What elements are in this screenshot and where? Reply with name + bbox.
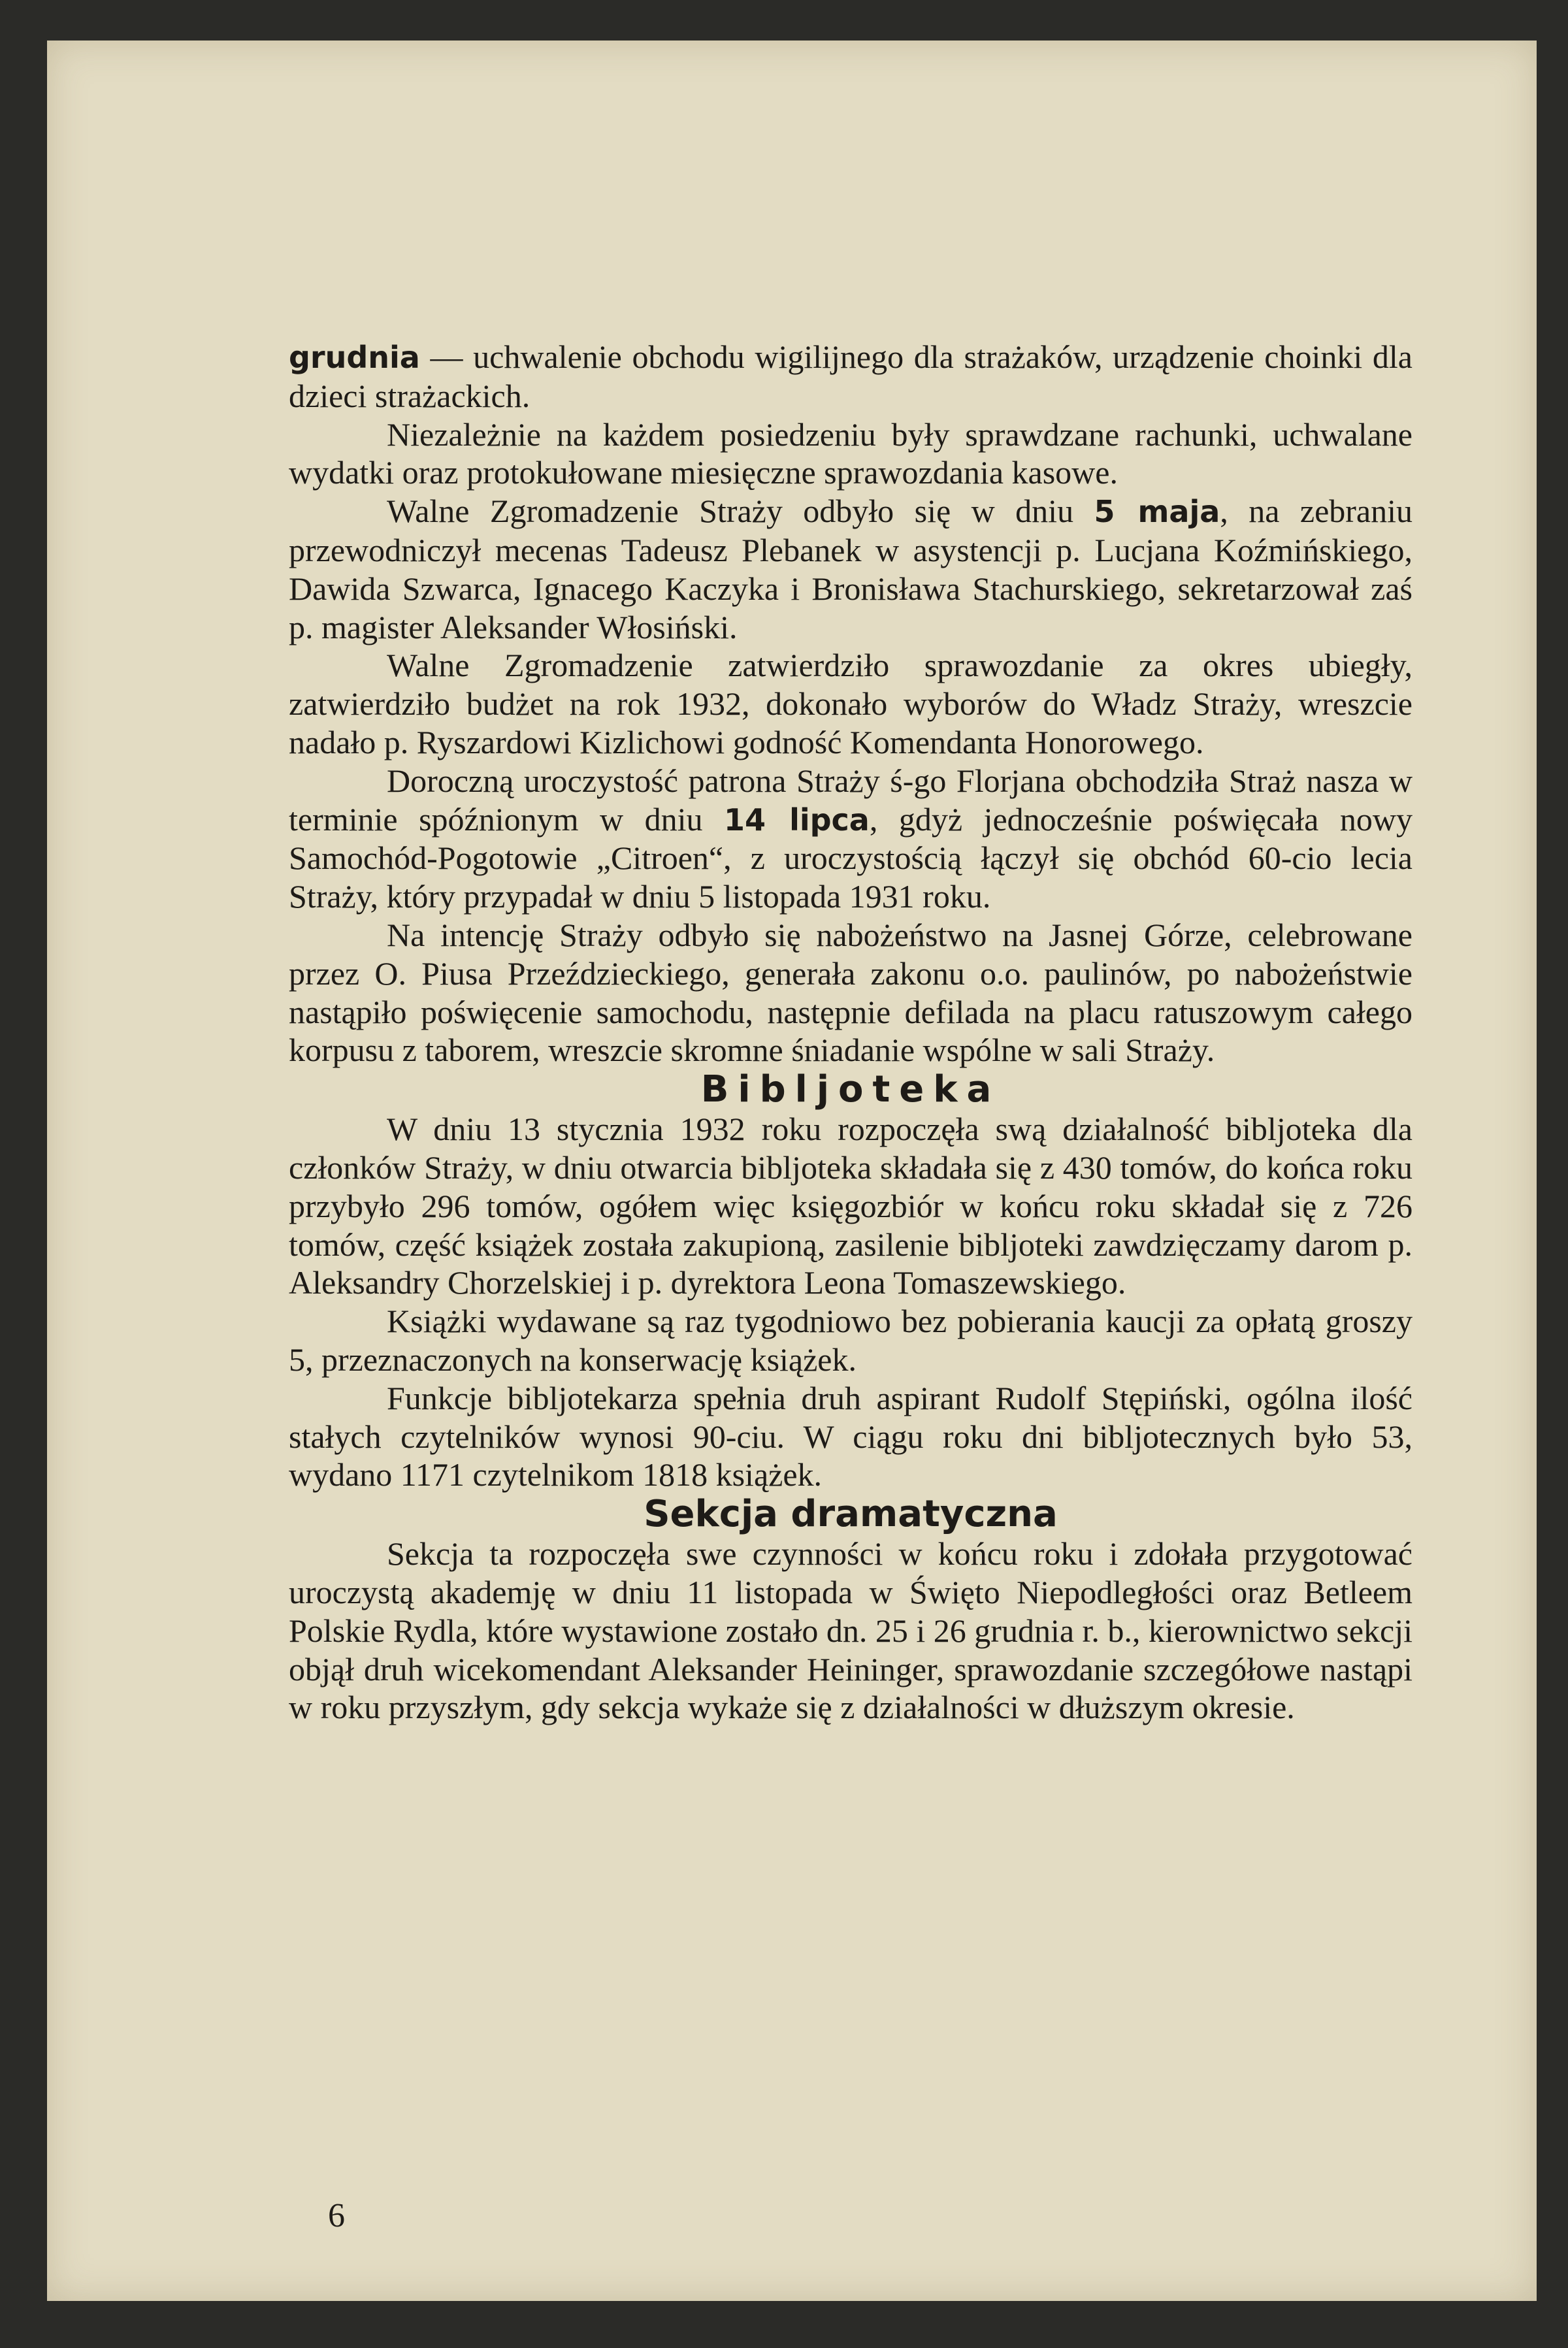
paragraph-rachunki: Niezależnie na każdem posiedzeniu były sprawdzane rachunki, uchwalane wydatki oraz protokułowane miesięczne sprawozdania kasowe. (289, 416, 1413, 491)
paragraph-walne-zgromadzenie (289, 492, 1413, 646)
bold-lead: grudnia (289, 340, 420, 375)
paragraph-text: , na zebraniu przewodniczył mecenas Tadeusz Plebanek w asystencji p. Lucjana Koźmińskiego, Dawida Szwarca, Ignacego Kaczyka i Bronisława Stachurskiego, sekretarzował zaś p. magister Aleksander Włosiński. (289, 493, 1413, 645)
document-page (47, 41, 1537, 2301)
paragraph-nabozenstwo: Na intencję Straży odbyło się nabożeństwo na Jasnej Górze, celebrowane przez O. Piusa Przeździeckiego, generała zakonu o.o. paulinów, po nabożeństwie nastąpiło poświęcenie samochodu, następnie defilada na placu ratuszowym całego korpusu z taborem, wreszcie skromne śniadanie wspólne w sali Straży. (289, 916, 1413, 1069)
paragraph-ksiazki: Książki wydawane są raz tygodniowo bez pobierania kaucji za opłatą groszy 5, przeznaczonych na konserwację książek. (289, 1303, 1413, 1378)
bold-date: 5 maja (1094, 494, 1220, 530)
section-heading-sekcja-dramatyczna: Sekcja dramatyczna (644, 1493, 1058, 1536)
paragraph-funkcje: Funkcje bibljotekarza spełnia druh aspirant Rudolf Stępiński, ogólna ilość stałych czytelników wynosi 90-ciu. W ciągu roku dni bibljotecznych było 53, wydano 1171 czytelnikom 1818 książek. (289, 1379, 1413, 1493)
paragraph-uroczystosc (289, 762, 1413, 916)
paragraph-grudnia (289, 338, 1413, 416)
paragraph-bibljoteka: W dniu 13 stycznia 1932 roku rozpoczęła swą działalność bibljoteka dla członków Straży, w dniu otwarcia bibljoteka składała się z 430 tomów, do końca roku przybyło 296 tomów, ogółem więc księgozbiór w końcu roku składał się z 726 tomów, część książek została zakupioną, zasilenie bibljoteki zawdzięczamy darom p. Aleksandry Chorzelskiej i p. dyrektora Leona Tomaszewskiego. (289, 1111, 1413, 1301)
paragraph-sekcja: Sekcja ta rozpoczęła swe czynności w końcu roku i zdołała przygotować uroczystą akademję w dniu 11 listopada w Święto Niepodległości oraz Betleem Polskie Rydla, które wystawione zostało dn. 25 i 26 grudnia r. b., kierownictwo sekcji objął druh wicekomendant Aleksander Heininger, sprawozdanie szczegółowe nastąpi w roku przyszłym, gdy sekcja wykaże się z działalności w dłuższym okresie. (289, 1535, 1413, 1726)
bold-date: 14 lipca (724, 802, 870, 838)
page-number: 6 (328, 2197, 345, 2234)
paragraph-text: — uchwalenie obchodu wigilijnego dla strażaków, urządzenie choinki dla dzieci strażackich. (289, 338, 1413, 414)
page-body (289, 338, 1413, 1727)
paragraph-zatwierdzenie: Walne Zgromadzenie zatwierdziło sprawozdanie za okres ubiegły, zatwierdziło budżet na rok 1932, dokonało wyborów do Władz Straży, wreszcie nadało p. Ryszardowi Kizlichowi godność Komendanta Honorowego. (289, 647, 1413, 760)
paragraph-text: , gdyż jednocześnie poświęcała nowy Samochód-Pogotowie „Citroen“, z uroczystością łączył się obchód 60-cio lecia Straży, który przypadał w dniu 5 listopada 1931 roku. (289, 800, 1413, 915)
paragraph-text: Doroczną uroczystość patrona Straży ś-go Florjana obchodziła Straż nasza w terminie spóźnionym w dniu (289, 762, 1413, 838)
paragraph-text: Walne Zgromadzenie Straży odbyło się w dniu (387, 493, 1094, 530)
section-heading-bibljoteka: Bibljoteka (700, 1068, 1001, 1111)
